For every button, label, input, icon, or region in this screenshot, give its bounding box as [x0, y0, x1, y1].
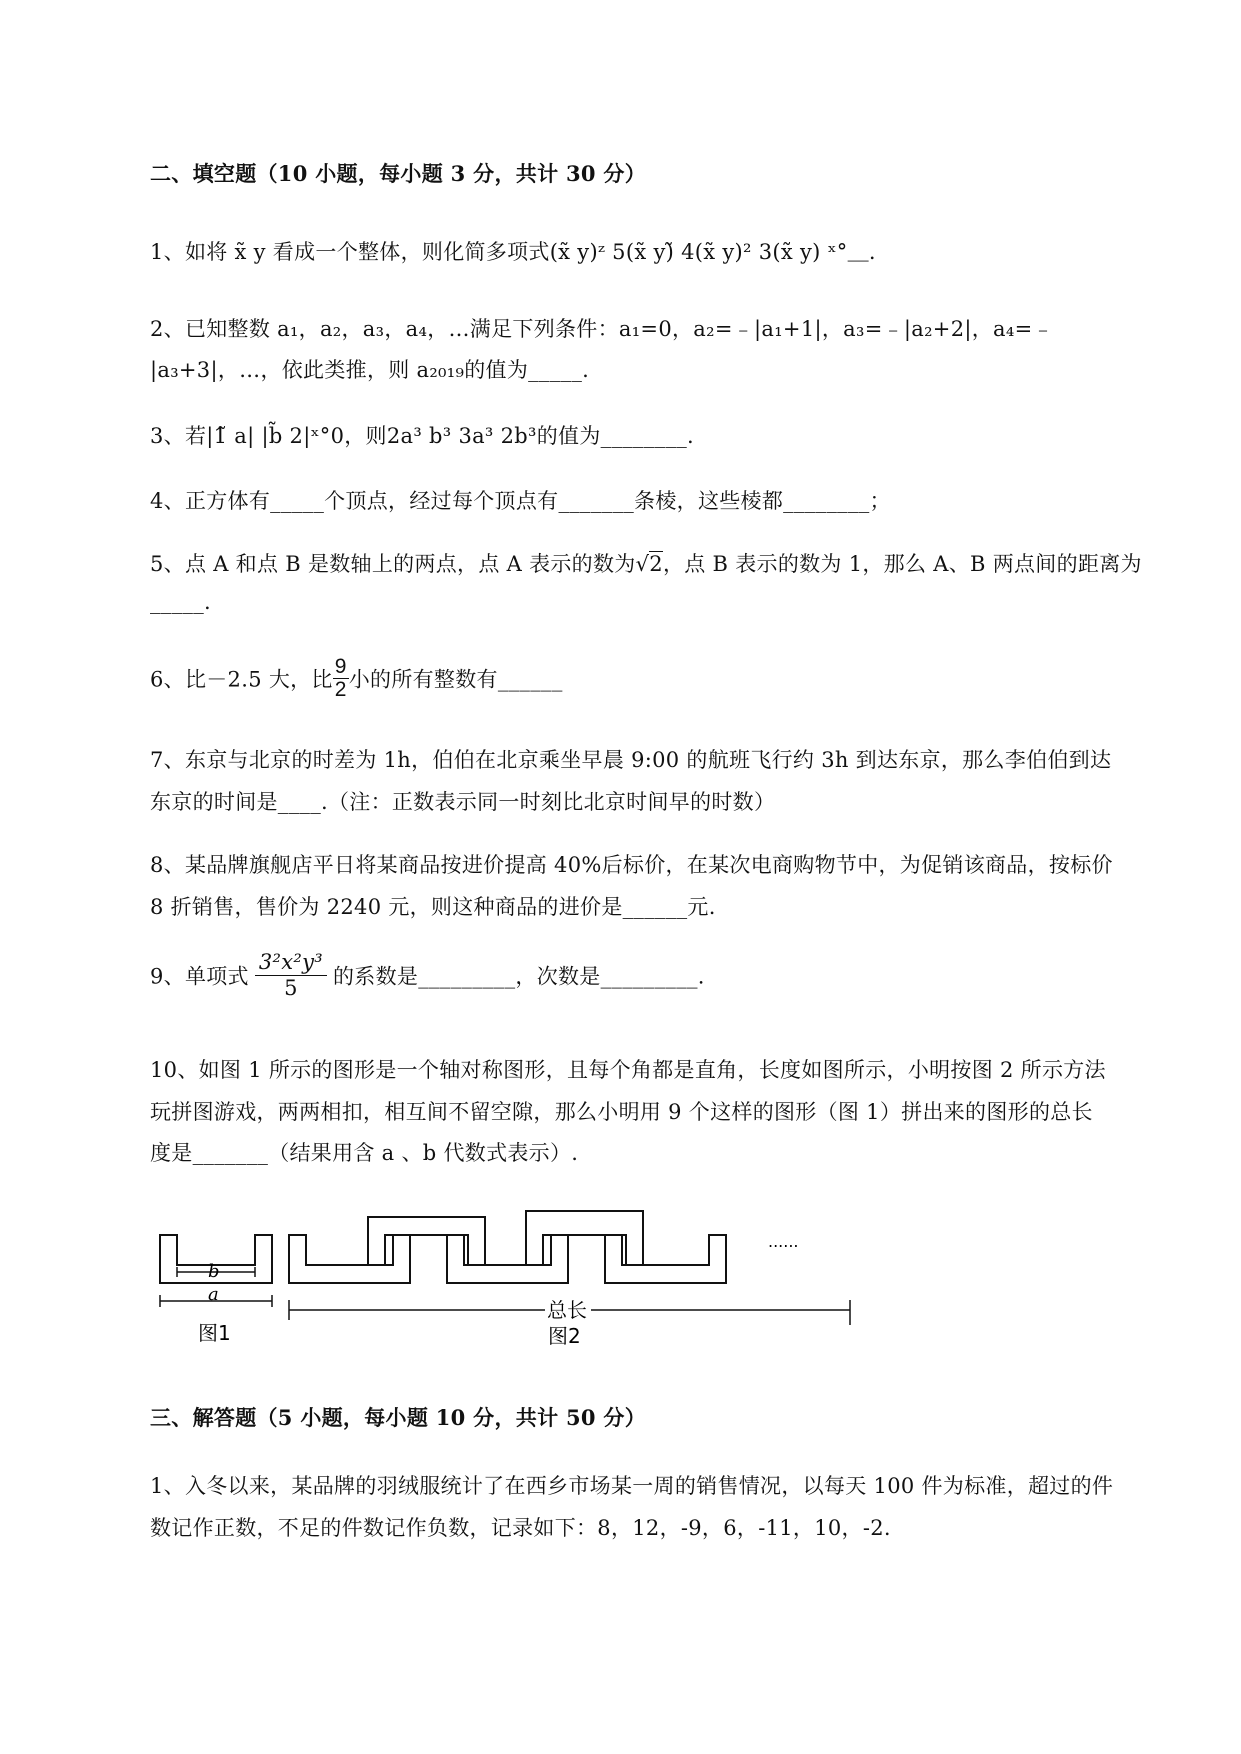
- question-9-text-b: 的系数是_________，次数是_________.: [333, 964, 705, 989]
- label-b: b: [208, 1261, 220, 1282]
- question-1: 1、如将 x̃ y 看成一个整体，则化简多项式(x̃ y)ᶻ 5(x̃ y)̃ 4(x̃ y)² 3(x̃ y) ˣ°＿.: [150, 240, 876, 264]
- fraction-nine-halves: [333, 656, 349, 701]
- question-2-line2: |a₃+3|，…，依此类推，则 a₂₀₁₉的值为_____.: [150, 358, 590, 382]
- question-9-text-a: 9、单项式: [150, 964, 249, 989]
- figure2-shapes: [289, 1211, 726, 1283]
- question-8-line2: 8 折销售，售价为 2240 元，则这种商品的进价是______元.: [150, 895, 716, 919]
- question-3: 3、若|1̃ a| |b̃ 2|ˣ°0，则2a³ b³ 3a³ 2b³的值为________.: [150, 424, 695, 448]
- question-5-line1: [150, 548, 1142, 578]
- question-5-line2: _____.: [150, 590, 211, 614]
- sqrt-sign: √: [635, 552, 650, 576]
- question-6: [150, 656, 563, 701]
- question-8-line1: 8、某品牌旗舰店平日将某商品按进价提高 40%后标价，在某次电商购物节中，为促销该商品，按标价: [150, 853, 1113, 877]
- label-a: a: [208, 1284, 219, 1305]
- question-10-line3: 度是_______（结果用含 a 、b 代数式表示）.: [150, 1141, 579, 1165]
- monomial-fraction: [255, 950, 327, 1001]
- continuation-dots: ......: [768, 1232, 799, 1251]
- question-4: 4、正方体有_____个顶点，经过每个顶点有_______条棱，这些棱都________；: [150, 489, 891, 513]
- figure2-label: 图2: [548, 1324, 581, 1345]
- section3-question-1-line2: 数记作正数，不足的件数记作负数，记录如下：8，12，-9，6，-11，10，-2.: [150, 1516, 891, 1540]
- question-10-line2: 玩拼图游戏，两两相扣，相互间不留空隙，那么小明用 9 个这样的图形（图 1）拼出来的图形的总长: [150, 1100, 1093, 1124]
- section3-heading: 三、解答题（5 小题，每小题 10 分，共计 50 分）: [150, 1405, 647, 1430]
- question-6-text-a: 6、比－2.5 大，比: [150, 667, 333, 692]
- question-7-line2: 东京的时间是____.（注：正数表示同一时刻比北京时间早的时数）: [150, 790, 776, 814]
- monomial-denominator: 5: [284, 976, 298, 1001]
- fraction-denominator: 2: [334, 678, 347, 702]
- question-6-text-b: 小的所有整数有______: [348, 667, 563, 692]
- figure1-label: 图1: [198, 1321, 231, 1345]
- question-9: [150, 950, 705, 1001]
- section2-heading: 二、填空题（10 小题，每小题 3 分，共计 30 分）: [150, 161, 647, 186]
- monomial-numerator: 3²x²y³: [255, 950, 327, 976]
- question-5-text-b: ，点 B 表示的数为 1，那么 A、B 两点间的距离为: [662, 552, 1142, 576]
- question-10-line1: 10、如图 1 所示的图形是一个轴对称图形，且每个角都是直角，长度如图所示，小明按图 2 所示方法: [150, 1058, 1106, 1082]
- label-total: 总长: [547, 1298, 587, 1322]
- sqrt-radicand: 2: [649, 552, 663, 576]
- question-2-line1: 2、已知整数 a₁，a₂，a₃，a₄，…满足下列条件：a₁=0，a₂=﹣|a₁+1|，a₃=﹣|a₂+2|，a₄=﹣: [150, 317, 1054, 341]
- question-5-text-a: 5、点 A 和点 B 是数轴上的两点，点 A 表示的数为: [150, 552, 636, 576]
- fraction-numerator: 9: [334, 655, 347, 678]
- puzzle-figure: [150, 1195, 870, 1345]
- question-7-line1: 7、东京与北京的时差为 1h，伯伯在北京乘坐早晨 9:00 的航班飞行约 3h 到达东京，那么李伯伯到达: [150, 748, 1112, 772]
- section3-question-1-line1: 1、入冬以来，某品牌的羽绒服统计了在西乡市场某一周的销售情况，以每天 100 件为标准，超过的件: [150, 1474, 1114, 1498]
